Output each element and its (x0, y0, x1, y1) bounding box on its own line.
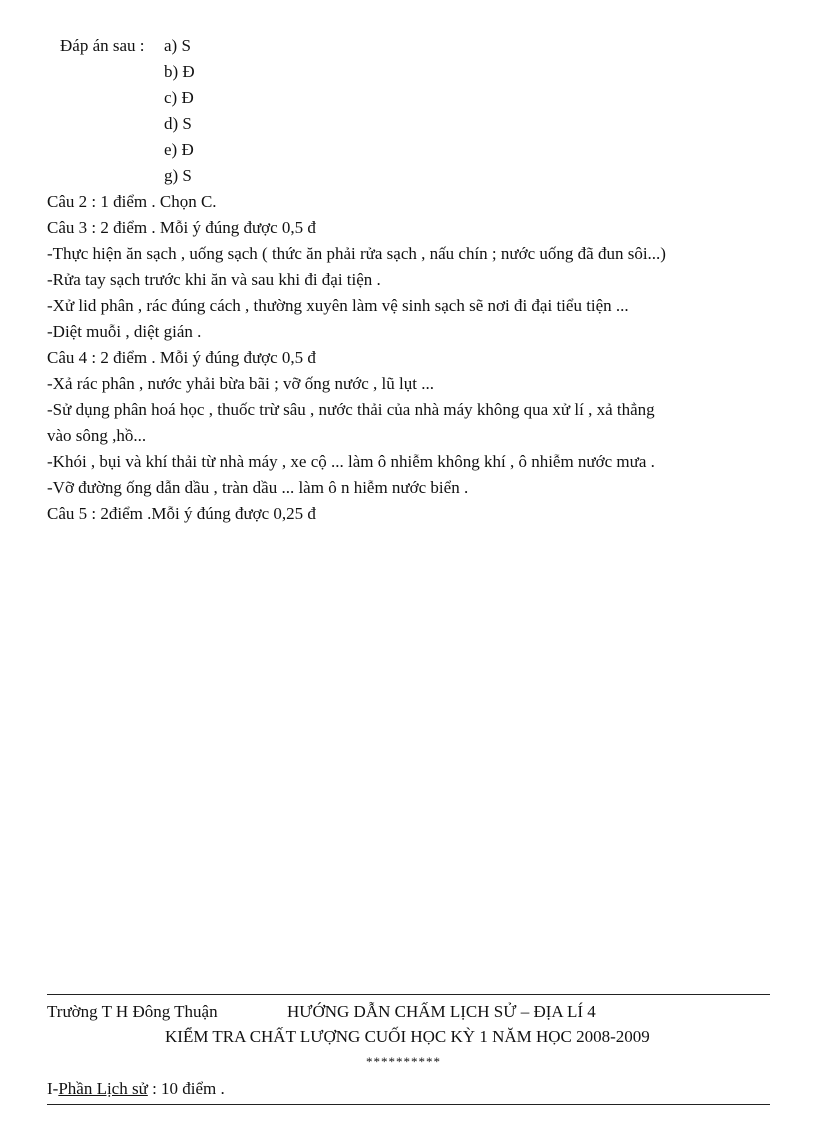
header-rule-bottom (47, 1104, 770, 1105)
school-name: Trường T H Đông Thuận (47, 1002, 218, 1021)
header-rule-top (47, 994, 770, 995)
question-4-line: -Vỡ đường ống dẫn dầu , tràn dầu ... làm ô n hiễm nước biển . (47, 478, 469, 497)
question-4-heading: Câu 4 : 2 điểm . Mỗi ý đúng được 0,5 đ (47, 348, 316, 367)
answer-item: g) S (164, 166, 192, 185)
document-subtitle: KIỂM TRA CHẤT LƯỢNG CUỐI HỌC KỲ 1 NĂM HỌC 2008-2009 (165, 1027, 650, 1046)
answer-item: a) S (164, 36, 191, 55)
question-3-line: -Thực hiện ăn sạch , uống sạch ( thức ăn phải rửa sạch , nấu chín ; nước uống đã đun sôi...) (47, 244, 666, 263)
answer-item: e) Đ (164, 140, 194, 159)
question-4-line: -Khói , bụi và khí thải từ nhà máy , xe cộ ... làm ô nhiễm không khí , ô nhiễm nước mưa . (47, 452, 655, 471)
question-4-line: -Sử dụng phân hoá học , thuốc trừ sâu , nước thải của nhà máy không qua xử lí , xả thẳng (47, 400, 655, 419)
question-3-heading: Câu 3 : 2 điểm . Mỗi ý đúng được 0,5 đ (47, 218, 316, 237)
question-4-line: -Xả rác phân , nước yhải bừa bãi ; vỡ ống nước , lũ lụt ... (47, 374, 434, 393)
answer-item: b) Đ (164, 62, 195, 81)
star-separator: ********** (366, 1054, 441, 1069)
section-points: : 10 điểm . (147, 1079, 225, 1098)
answer-label: Đáp án sau : (60, 36, 145, 55)
answer-item: d) S (164, 114, 192, 133)
document-title: HƯỚNG DẪN CHẤM LỊCH SỬ – ĐỊA LÍ 4 (287, 1002, 596, 1021)
question-2: Câu 2 : 1 điểm . Chọn C. (47, 192, 217, 211)
question-3-line: -Rửa tay sạch trước khi ăn và sau khi đi đại tiện . (47, 270, 381, 289)
answer-item: c) Đ (164, 88, 194, 107)
question-3-line: -Xử lid phân , rác đúng cách , thường xuyên làm vệ sinh sạch sẽ nơi đi đại tiểu tiện ... (47, 296, 629, 315)
section-heading (47, 1076, 225, 1102)
question-4-line: vào sông ,hồ... (47, 426, 147, 445)
section-prefix: I- (47, 1079, 59, 1098)
question-5-heading: Câu 5 : 2điểm .Mỗi ý đúng được 0,25 đ (47, 504, 316, 523)
section-label: Phần Lịch sử (58, 1079, 148, 1098)
question-3-line: -Diệt muỗi , diệt gián . (47, 322, 202, 341)
